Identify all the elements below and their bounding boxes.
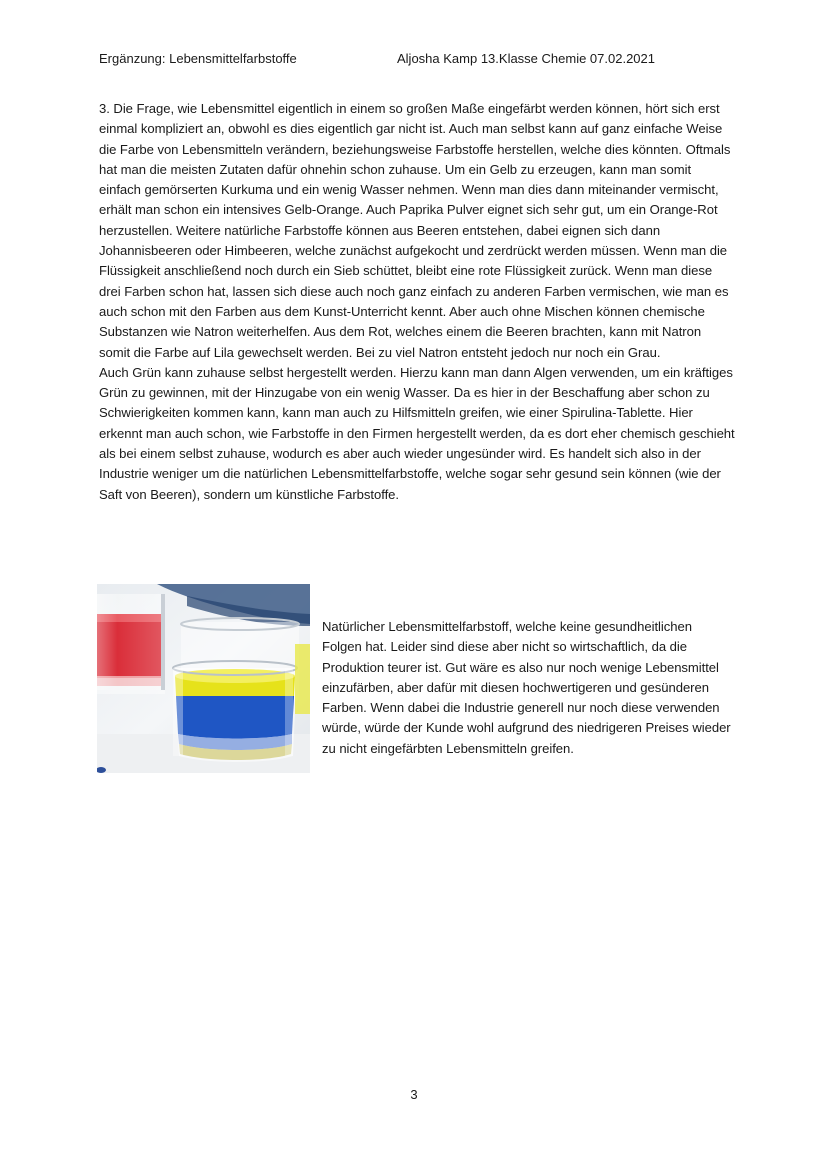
food-coloring-photo <box>97 584 310 773</box>
figure-caption: Natürlicher Lebensmittelfarbstoff, welche keine gesundheitlichen Folgen hat. Leider sind diese aber nicht so wirtschaftlich, da die Produktion teurer ist. Gut wäre es also nur noch wenige Lebensmittel einzufärben, aber dafür mit diesen hochwertigeren und gesünderen Farben. Wenn dabei die Industrie generell nur noch diese verwenden würde, würde der Kunde wohl aufgrund des niedrigeren Preises wieder zu nicht eingefärbten Lebensmitteln greifen. <box>322 619 731 756</box>
page-number: 3 <box>410 1087 418 1102</box>
side-yellow-glass <box>295 644 310 714</box>
header-author-info: Aljosha Kamp 13.Klasse Chemie 07.02.2021 <box>397 51 655 66</box>
header-title: Ergänzung: Lebensmittelfarbstoffe <box>99 51 297 66</box>
body-text <box>99 99 735 505</box>
red-glass <box>97 594 165 694</box>
paragraph-1: 3. Die Frage, wie Lebensmittel eigentlich in einem so großen Maße eingefärbt werden können, hört sich erst einmal kompliziert an, obwohl es dies eigentlich gar nicht ist. Auch man selbst kann auf ganz einfache Weise die Farbe von Lebensmitteln verändern, beziehungsweise Farbstoffe herstellen, welche dies könnten. Oftmals hat man die meisten Zutaten dafür ohnehin schon zuhause. Um ein Gelb zu erzeugen, kann man somit einfach gemörserten Kurkuma und ein wenig Wasser nehmen. Wenn man dies dann miteinander vermischt, erhält man schon ein intensives Gelb-Orange. Auch Paprika Pulver eignet sich sehr gut, um ein Orange-Rot herzustellen. Weitere natürliche Farbstoffe können aus Beeren entstehen, dabei eignen sich dann Johannisbeeren oder Himbeeren, welche zunächst aufgekocht und zerdrückt werden müssen. Wenn man die Flüssigkeit anschließend noch durch ein Sieb schüttet, bleibt eine rote Flüssigkeit zurück. Wenn man diese drei Farben schon hat, lassen sich diese auch noch ganz einfach zu anderen Farben vermischen, wie man es auch schon mit den Farben aus dem Kunst-Unterricht kennt. Aber auch ohne Mischen können chemische Substanzen wie Natron weiterhelfen. Aus dem Rot, welches einem die Beeren brachten, kann mit Natron somit die Farbe auf Lila gewechselt werden. Bei zu viel Natron entsteht jedoch nur noch ein Grau. <box>99 101 731 360</box>
yellow-blue-glass <box>173 661 297 762</box>
paragraph-2: Auch Grün kann zuhause selbst hergestellt werden. Hierzu kann man dann Algen verwenden, um ein kräftiges Grün zu gewinnen, mit der Hinzugabe von ein wenig Wasser. Da es hier in der Beschaffung aber schon zu Schwierigkeiten kommen kann, kann man auch zu Hilfsmitteln greifen, wie einer Spirulina-Tablette. Hier erkennt man auch schon, wie Farbstoffe in den Firmen hergestellt werden, da es dort eher chemisch geschieht als bei einem selbst zuhause, wodurch es aber auch wieder ungesünder wird. Es handelt sich also in der Industrie weniger um die natürlichen Lebensmittelfarbstoffe, welche sogar sehr gesund sein können (wie der Saft von Beeren), sondern um künstliche Farbstoffe. <box>99 364 735 502</box>
